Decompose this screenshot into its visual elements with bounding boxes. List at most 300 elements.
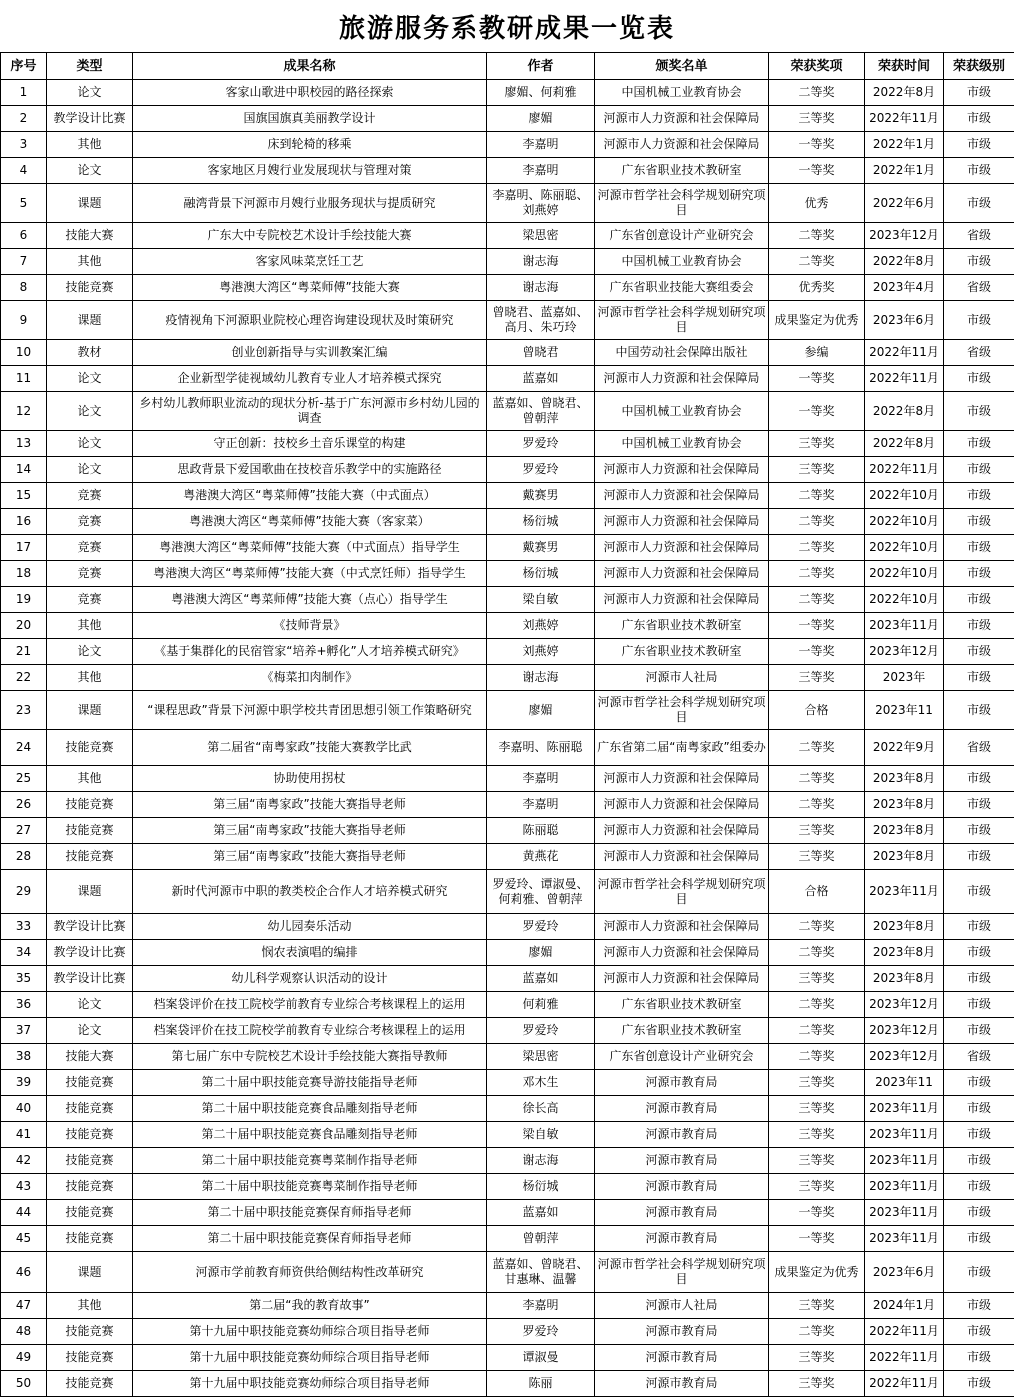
cell-no: 50 bbox=[1, 1371, 47, 1397]
cell-issuer: 河源市人力资源和社会保障局 bbox=[595, 844, 769, 870]
cell-author: 杨衍城 bbox=[487, 561, 595, 587]
cell-date: 2023年4月 bbox=[865, 275, 944, 301]
table-row bbox=[1, 1070, 1014, 1096]
table-row bbox=[1, 1345, 1014, 1371]
cell-level: 市级 bbox=[944, 940, 1014, 966]
cell-type: 论文 bbox=[47, 366, 133, 392]
table-row bbox=[1, 613, 1014, 639]
cell-award: 三等奖 bbox=[769, 457, 865, 483]
cell-type: 其他 bbox=[47, 613, 133, 639]
table-row bbox=[1, 1200, 1014, 1226]
cell-author: 罗爱玲 bbox=[487, 1018, 595, 1044]
cell-author: 廖媚 bbox=[487, 691, 595, 730]
cell-issuer: 中国机械工业教育协会 bbox=[595, 431, 769, 457]
cell-issuer: 广东省职业技术教研室 bbox=[595, 992, 769, 1018]
cell-award: 一等奖 bbox=[769, 132, 865, 158]
cell-type: 技能竞赛 bbox=[47, 1174, 133, 1200]
table-row bbox=[1, 818, 1014, 844]
cell-type: 论文 bbox=[47, 1018, 133, 1044]
table-row bbox=[1, 1319, 1014, 1345]
cell-no: 18 bbox=[1, 561, 47, 587]
cell-author: 邓木生 bbox=[487, 1070, 595, 1096]
cell-date: 2023年11月 bbox=[865, 613, 944, 639]
cell-no: 35 bbox=[1, 966, 47, 992]
cell-issuer: 河源市教育局 bbox=[595, 1174, 769, 1200]
cell-award: 三等奖 bbox=[769, 1096, 865, 1122]
cell-level: 市级 bbox=[944, 1018, 1014, 1044]
header-no: 序号 bbox=[1, 53, 47, 80]
cell-award: 成果鉴定为优秀 bbox=[769, 301, 865, 340]
cell-issuer: 河源市人力资源和社会保障局 bbox=[595, 792, 769, 818]
cell-name: 第二十届中职技能竞赛食品雕刻指导老师 bbox=[133, 1122, 487, 1148]
cell-issuer: 河源市哲学社会科学规划研究项目 bbox=[595, 301, 769, 340]
cell-level: 省级 bbox=[944, 1044, 1014, 1070]
cell-no: 10 bbox=[1, 340, 47, 366]
cell-name: 客家地区月嫂行业发展现状与管理对策 bbox=[133, 158, 487, 184]
cell-name: 粤港澳大湾区“粤菜师傅”技能大赛（点心）指导学生 bbox=[133, 587, 487, 613]
cell-no: 43 bbox=[1, 1174, 47, 1200]
cell-name: 《基于集群化的民宿管家“培养+孵化”人才培养模式研究》 bbox=[133, 639, 487, 665]
cell-level: 省级 bbox=[944, 223, 1014, 249]
cell-name: 第二届省“南粤家政”技能大赛教学比武 bbox=[133, 730, 487, 766]
cell-no: 20 bbox=[1, 613, 47, 639]
cell-no: 21 bbox=[1, 639, 47, 665]
cell-award: 一等奖 bbox=[769, 366, 865, 392]
cell-type: 技能竞赛 bbox=[47, 1096, 133, 1122]
cell-level: 市级 bbox=[944, 613, 1014, 639]
cell-author: 蓝嘉如 bbox=[487, 966, 595, 992]
cell-date: 2023年6月 bbox=[865, 1252, 944, 1293]
cell-type: 教学设计比赛 bbox=[47, 914, 133, 940]
cell-date: 2023年8月 bbox=[865, 914, 944, 940]
cell-name: 疫情视角下河源职业院校心理咨询建设现状及时策研究 bbox=[133, 301, 487, 340]
cell-no: 37 bbox=[1, 1018, 47, 1044]
cell-no: 33 bbox=[1, 914, 47, 940]
cell-type: 竞赛 bbox=[47, 561, 133, 587]
cell-level: 市级 bbox=[944, 1345, 1014, 1371]
cell-name: 粤港澳大湾区“粤菜师傅”技能大赛（中式烹饪师）指导学生 bbox=[133, 561, 487, 587]
cell-author: 梁思密 bbox=[487, 223, 595, 249]
cell-name: 档案袋评价在技工院校学前教育专业综合考核课程上的运用 bbox=[133, 992, 487, 1018]
cell-issuer: 河源市人力资源和社会保障局 bbox=[595, 535, 769, 561]
cell-level: 市级 bbox=[944, 1319, 1014, 1345]
table-row bbox=[1, 691, 1014, 730]
cell-type: 技能竞赛 bbox=[47, 1200, 133, 1226]
cell-date: 2023年11月 bbox=[865, 1122, 944, 1148]
cell-level: 市级 bbox=[944, 366, 1014, 392]
cell-award: 三等奖 bbox=[769, 106, 865, 132]
cell-author: 廖媚 bbox=[487, 940, 595, 966]
cell-author: 廖媚、何莉雅 bbox=[487, 80, 595, 106]
table-row bbox=[1, 966, 1014, 992]
table-row bbox=[1, 1018, 1014, 1044]
cell-award: 三等奖 bbox=[769, 1345, 865, 1371]
cell-author: 罗爱玲 bbox=[487, 457, 595, 483]
cell-name: 协助使用拐杖 bbox=[133, 766, 487, 792]
table-row bbox=[1, 80, 1014, 106]
cell-author: 谢志海 bbox=[487, 249, 595, 275]
table-row bbox=[1, 249, 1014, 275]
cell-issuer: 中国机械工业教育协会 bbox=[595, 249, 769, 275]
cell-award: 二等奖 bbox=[769, 509, 865, 535]
cell-no: 38 bbox=[1, 1044, 47, 1070]
cell-no: 28 bbox=[1, 844, 47, 870]
cell-issuer: 河源市人力资源和社会保障局 bbox=[595, 818, 769, 844]
cell-type: 教学设计比赛 bbox=[47, 940, 133, 966]
cell-issuer: 河源市人力资源和社会保障局 bbox=[595, 366, 769, 392]
cell-award: 二等奖 bbox=[769, 1044, 865, 1070]
cell-issuer: 中国劳动社会保障出版社 bbox=[595, 340, 769, 366]
cell-name: 幼儿园奏乐活动 bbox=[133, 914, 487, 940]
cell-date: 2022年11月 bbox=[865, 1319, 944, 1345]
cell-name: 第七届广东中专院校艺术设计手绘技能大赛指导教师 bbox=[133, 1044, 487, 1070]
cell-no: 47 bbox=[1, 1293, 47, 1319]
table-row bbox=[1, 158, 1014, 184]
cell-author: 蓝嘉如、曾晓君、甘惠琳、温馨 bbox=[487, 1252, 595, 1293]
cell-issuer: 河源市教育局 bbox=[595, 1096, 769, 1122]
cell-level: 市级 bbox=[944, 1070, 1014, 1096]
cell-award: 一等奖 bbox=[769, 158, 865, 184]
cell-issuer: 河源市教育局 bbox=[595, 1226, 769, 1252]
cell-issuer: 河源市人力资源和社会保障局 bbox=[595, 940, 769, 966]
table-row bbox=[1, 1371, 1014, 1397]
cell-issuer: 河源市人力资源和社会保障局 bbox=[595, 509, 769, 535]
cell-date: 2023年6月 bbox=[865, 301, 944, 340]
cell-issuer: 河源市教育局 bbox=[595, 1148, 769, 1174]
cell-level: 市级 bbox=[944, 184, 1014, 223]
table-row bbox=[1, 1226, 1014, 1252]
cell-author: 曾朝萍 bbox=[487, 1226, 595, 1252]
cell-issuer: 河源市人力资源和社会保障局 bbox=[595, 561, 769, 587]
cell-date: 2022年11月 bbox=[865, 1371, 944, 1397]
cell-no: 29 bbox=[1, 870, 47, 914]
cell-author: 刘燕婷 bbox=[487, 639, 595, 665]
cell-name: 思政背景下爱国歌曲在技校音乐教学中的实施路径 bbox=[133, 457, 487, 483]
cell-type: 其他 bbox=[47, 132, 133, 158]
cell-name: 第二十届中职技能竞赛粤菜制作指导老师 bbox=[133, 1174, 487, 1200]
cell-type: 技能竞赛 bbox=[47, 730, 133, 766]
cell-issuer: 河源市教育局 bbox=[595, 1319, 769, 1345]
cell-no: 23 bbox=[1, 691, 47, 730]
cell-level: 市级 bbox=[944, 691, 1014, 730]
cell-award: 三等奖 bbox=[769, 844, 865, 870]
cell-issuer: 河源市哲学社会科学规划研究项目 bbox=[595, 870, 769, 914]
cell-issuer: 河源市人力资源和社会保障局 bbox=[595, 914, 769, 940]
cell-no: 5 bbox=[1, 184, 47, 223]
cell-date: 2022年8月 bbox=[865, 431, 944, 457]
cell-no: 14 bbox=[1, 457, 47, 483]
header-author: 作者 bbox=[487, 53, 595, 80]
cell-level: 市级 bbox=[944, 844, 1014, 870]
cell-no: 26 bbox=[1, 792, 47, 818]
table-row bbox=[1, 366, 1014, 392]
cell-award: 二等奖 bbox=[769, 561, 865, 587]
cell-level: 市级 bbox=[944, 509, 1014, 535]
cell-level: 市级 bbox=[944, 158, 1014, 184]
cell-name: 第二十届中职技能竞赛导游技能指导老师 bbox=[133, 1070, 487, 1096]
cell-author: 梁思密 bbox=[487, 1044, 595, 1070]
table-row bbox=[1, 1044, 1014, 1070]
cell-no: 7 bbox=[1, 249, 47, 275]
table-row bbox=[1, 132, 1014, 158]
table-row bbox=[1, 509, 1014, 535]
cell-author: 蓝嘉如 bbox=[487, 1200, 595, 1226]
cell-no: 1 bbox=[1, 80, 47, 106]
cell-type: 竞赛 bbox=[47, 587, 133, 613]
header-award: 荣获奖项 bbox=[769, 53, 865, 80]
table-row bbox=[1, 301, 1014, 340]
table-row bbox=[1, 457, 1014, 483]
cell-date: 2023年11 bbox=[865, 691, 944, 730]
cell-author: 谢志海 bbox=[487, 665, 595, 691]
cell-award: 三等奖 bbox=[769, 1371, 865, 1397]
cell-date: 2022年10月 bbox=[865, 509, 944, 535]
cell-award: 一等奖 bbox=[769, 613, 865, 639]
cell-level: 市级 bbox=[944, 301, 1014, 340]
cell-type: 技能竞赛 bbox=[47, 1148, 133, 1174]
cell-date: 2022年10月 bbox=[865, 587, 944, 613]
cell-author: 杨衍城 bbox=[487, 1174, 595, 1200]
cell-name: 第二十届中职技能竞赛保育师指导老师 bbox=[133, 1226, 487, 1252]
cell-issuer: 河源市人力资源和社会保障局 bbox=[595, 966, 769, 992]
cell-date: 2023年11月 bbox=[865, 1096, 944, 1122]
cell-level: 市级 bbox=[944, 1096, 1014, 1122]
achievements-table bbox=[0, 52, 1014, 1397]
cell-author: 徐长高 bbox=[487, 1096, 595, 1122]
cell-no: 36 bbox=[1, 992, 47, 1018]
cell-author: 罗爱玲 bbox=[487, 1319, 595, 1345]
table-row bbox=[1, 275, 1014, 301]
cell-name: 乡村幼儿教师职业流动的现状分析-基于广东河源市乡村幼儿园的调查 bbox=[133, 392, 487, 431]
cell-type: 论文 bbox=[47, 80, 133, 106]
cell-date: 2022年11月 bbox=[865, 1345, 944, 1371]
cell-date: 2022年1月 bbox=[865, 132, 944, 158]
cell-date: 2023年11月 bbox=[865, 870, 944, 914]
cell-author: 罗爱玲、谭淑曼、何莉雅、曾朝萍 bbox=[487, 870, 595, 914]
cell-no: 44 bbox=[1, 1200, 47, 1226]
cell-name: 悯农表演唱的编排 bbox=[133, 940, 487, 966]
cell-date: 2023年12月 bbox=[865, 223, 944, 249]
table-row bbox=[1, 870, 1014, 914]
table-row bbox=[1, 940, 1014, 966]
cell-type: 其他 bbox=[47, 665, 133, 691]
cell-date: 2022年8月 bbox=[865, 392, 944, 431]
cell-no: 6 bbox=[1, 223, 47, 249]
cell-award: 三等奖 bbox=[769, 1174, 865, 1200]
cell-no: 8 bbox=[1, 275, 47, 301]
cell-issuer: 广东省创意设计产业研究会 bbox=[595, 1044, 769, 1070]
cell-award: 二等奖 bbox=[769, 587, 865, 613]
cell-name: 第二十届中职技能竞赛食品雕刻指导老师 bbox=[133, 1096, 487, 1122]
cell-author: 梁自敏 bbox=[487, 1122, 595, 1148]
cell-date: 2023年8月 bbox=[865, 818, 944, 844]
cell-issuer: 中国机械工业教育协会 bbox=[595, 392, 769, 431]
cell-no: 48 bbox=[1, 1319, 47, 1345]
cell-no: 42 bbox=[1, 1148, 47, 1174]
cell-level: 市级 bbox=[944, 431, 1014, 457]
cell-award: 二等奖 bbox=[769, 535, 865, 561]
table-row bbox=[1, 223, 1014, 249]
cell-award: 三等奖 bbox=[769, 966, 865, 992]
page-title: 旅游服务系教研成果一览表 bbox=[338, 13, 675, 44]
table-row bbox=[1, 340, 1014, 366]
cell-award: 成果鉴定为优秀 bbox=[769, 1252, 865, 1293]
cell-author: 曾晓君、蓝嘉如、高月、朱巧玲 bbox=[487, 301, 595, 340]
cell-author: 谭淑曼 bbox=[487, 1345, 595, 1371]
cell-author: 陈丽聪 bbox=[487, 818, 595, 844]
cell-no: 11 bbox=[1, 366, 47, 392]
cell-issuer: 河源市哲学社会科学规划研究项目 bbox=[595, 184, 769, 223]
cell-award: 三等奖 bbox=[769, 431, 865, 457]
cell-type: 论文 bbox=[47, 392, 133, 431]
cell-author: 戴赛男 bbox=[487, 483, 595, 509]
cell-award: 一等奖 bbox=[769, 1226, 865, 1252]
cell-name: 粤港澳大湾区“粤菜师傅”技能大赛 bbox=[133, 275, 487, 301]
cell-issuer: 河源市教育局 bbox=[595, 1371, 769, 1397]
cell-date: 2022年11月 bbox=[865, 106, 944, 132]
cell-no: 3 bbox=[1, 132, 47, 158]
cell-type: 技能竞赛 bbox=[47, 1122, 133, 1148]
table-body bbox=[1, 80, 1014, 1397]
cell-level: 市级 bbox=[944, 992, 1014, 1018]
cell-level: 市级 bbox=[944, 639, 1014, 665]
cell-issuer: 河源市人力资源和社会保障局 bbox=[595, 457, 769, 483]
cell-type: 技能竞赛 bbox=[47, 1070, 133, 1096]
cell-award: 二等奖 bbox=[769, 80, 865, 106]
cell-author: 李嘉明、陈丽聪、刘燕婷 bbox=[487, 184, 595, 223]
cell-type: 其他 bbox=[47, 249, 133, 275]
cell-type: 技能大赛 bbox=[47, 1044, 133, 1070]
cell-date: 2022年9月 bbox=[865, 730, 944, 766]
cell-date: 2023年8月 bbox=[865, 966, 944, 992]
cell-no: 9 bbox=[1, 301, 47, 340]
header-issuer: 颁奖名单 bbox=[595, 53, 769, 80]
cell-type: 论文 bbox=[47, 457, 133, 483]
cell-date: 2022年11月 bbox=[865, 366, 944, 392]
cell-level: 市级 bbox=[944, 1174, 1014, 1200]
table-row bbox=[1, 1252, 1014, 1293]
cell-name: 粤港澳大湾区“粤菜师傅”技能大赛（中式面点）指导学生 bbox=[133, 535, 487, 561]
cell-level: 市级 bbox=[944, 1293, 1014, 1319]
cell-level: 省级 bbox=[944, 730, 1014, 766]
cell-issuer: 广东省职业技能大赛组委会 bbox=[595, 275, 769, 301]
cell-award: 优秀奖 bbox=[769, 275, 865, 301]
cell-date: 2023年12月 bbox=[865, 639, 944, 665]
cell-award: 合格 bbox=[769, 870, 865, 914]
cell-type: 技能竞赛 bbox=[47, 818, 133, 844]
table-row bbox=[1, 587, 1014, 613]
cell-name: 守正创新：技校乡土音乐课堂的构建 bbox=[133, 431, 487, 457]
table-row bbox=[1, 1148, 1014, 1174]
header-type: 类型 bbox=[47, 53, 133, 80]
cell-type: 教学设计比赛 bbox=[47, 106, 133, 132]
header-date: 荣获时间 bbox=[865, 53, 944, 80]
cell-name: 第十九届中职技能竞赛幼师综合项目指导老师 bbox=[133, 1319, 487, 1345]
cell-name: 第二届“我的教育故事” bbox=[133, 1293, 487, 1319]
cell-level: 市级 bbox=[944, 132, 1014, 158]
cell-level: 省级 bbox=[944, 340, 1014, 366]
cell-date: 2023年11 bbox=[865, 1070, 944, 1096]
cell-type: 论文 bbox=[47, 639, 133, 665]
cell-no: 49 bbox=[1, 1345, 47, 1371]
cell-type: 课题 bbox=[47, 184, 133, 223]
cell-type: 技能竞赛 bbox=[47, 1226, 133, 1252]
header-level: 荣获级别 bbox=[944, 53, 1014, 80]
cell-award: 二等奖 bbox=[769, 766, 865, 792]
cell-date: 2024年1月 bbox=[865, 1293, 944, 1319]
cell-date: 2022年8月 bbox=[865, 80, 944, 106]
cell-date: 2023年12月 bbox=[865, 1044, 944, 1070]
cell-type: 技能竞赛 bbox=[47, 792, 133, 818]
cell-type: 课题 bbox=[47, 1252, 133, 1293]
cell-award: 二等奖 bbox=[769, 914, 865, 940]
cell-type: 技能竞赛 bbox=[47, 1345, 133, 1371]
cell-issuer: 河源市教育局 bbox=[595, 1345, 769, 1371]
cell-name: 档案袋评价在技工院校学前教育专业综合考核课程上的运用 bbox=[133, 1018, 487, 1044]
cell-type: 技能竞赛 bbox=[47, 1319, 133, 1345]
cell-award: 三等奖 bbox=[769, 665, 865, 691]
cell-author: 罗爱玲 bbox=[487, 431, 595, 457]
cell-award: 合格 bbox=[769, 691, 865, 730]
cell-date: 2022年10月 bbox=[865, 535, 944, 561]
cell-award: 优秀 bbox=[769, 184, 865, 223]
cell-issuer: 中国机械工业教育协会 bbox=[595, 80, 769, 106]
table-row bbox=[1, 392, 1014, 431]
cell-award: 一等奖 bbox=[769, 1200, 865, 1226]
cell-issuer: 河源市人力资源和社会保障局 bbox=[595, 587, 769, 613]
cell-name: 粤港澳大湾区“粤菜师傅”技能大赛（中式面点） bbox=[133, 483, 487, 509]
cell-name: 河源市学前教育师资供给侧结构性改革研究 bbox=[133, 1252, 487, 1293]
cell-level: 市级 bbox=[944, 966, 1014, 992]
cell-name: 《梅菜扣肉制作》 bbox=[133, 665, 487, 691]
cell-date: 2023年8月 bbox=[865, 940, 944, 966]
cell-name: 粤港澳大湾区“粤菜师傅”技能大赛（客家菜） bbox=[133, 509, 487, 535]
cell-award: 二等奖 bbox=[769, 940, 865, 966]
cell-issuer: 河源市人力资源和社会保障局 bbox=[595, 483, 769, 509]
cell-date: 2023年12月 bbox=[865, 992, 944, 1018]
cell-type: 其他 bbox=[47, 1293, 133, 1319]
cell-no: 13 bbox=[1, 431, 47, 457]
cell-author: 谢志海 bbox=[487, 1148, 595, 1174]
cell-name: 第二十届中职技能竞赛保育师指导老师 bbox=[133, 1200, 487, 1226]
cell-level: 市级 bbox=[944, 792, 1014, 818]
table-row bbox=[1, 730, 1014, 766]
table-row bbox=[1, 639, 1014, 665]
cell-date: 2023年12月 bbox=[865, 1018, 944, 1044]
cell-no: 39 bbox=[1, 1070, 47, 1096]
cell-level: 市级 bbox=[944, 1148, 1014, 1174]
cell-issuer: 河源市人社局 bbox=[595, 665, 769, 691]
cell-no: 4 bbox=[1, 158, 47, 184]
cell-level: 市级 bbox=[944, 818, 1014, 844]
cell-issuer: 河源市教育局 bbox=[595, 1200, 769, 1226]
cell-level: 市级 bbox=[944, 457, 1014, 483]
cell-no: 12 bbox=[1, 392, 47, 431]
cell-name: “课程思政”背景下河源中职学校共青团思想引领工作策略研究 bbox=[133, 691, 487, 730]
cell-author: 杨衍城 bbox=[487, 509, 595, 535]
cell-award: 参编 bbox=[769, 340, 865, 366]
cell-name: 第十九届中职技能竞赛幼师综合项目指导老师 bbox=[133, 1345, 487, 1371]
table-row bbox=[1, 1174, 1014, 1200]
cell-level: 市级 bbox=[944, 535, 1014, 561]
cell-date: 2022年11月 bbox=[865, 340, 944, 366]
cell-level: 市级 bbox=[944, 392, 1014, 431]
cell-name: 第三届“南粤家政”技能大赛指导老师 bbox=[133, 792, 487, 818]
cell-issuer: 广东省职业技术教研室 bbox=[595, 1018, 769, 1044]
cell-issuer: 河源市教育局 bbox=[595, 1122, 769, 1148]
table-row bbox=[1, 535, 1014, 561]
cell-name: 第三届“南粤家政”技能大赛指导老师 bbox=[133, 844, 487, 870]
